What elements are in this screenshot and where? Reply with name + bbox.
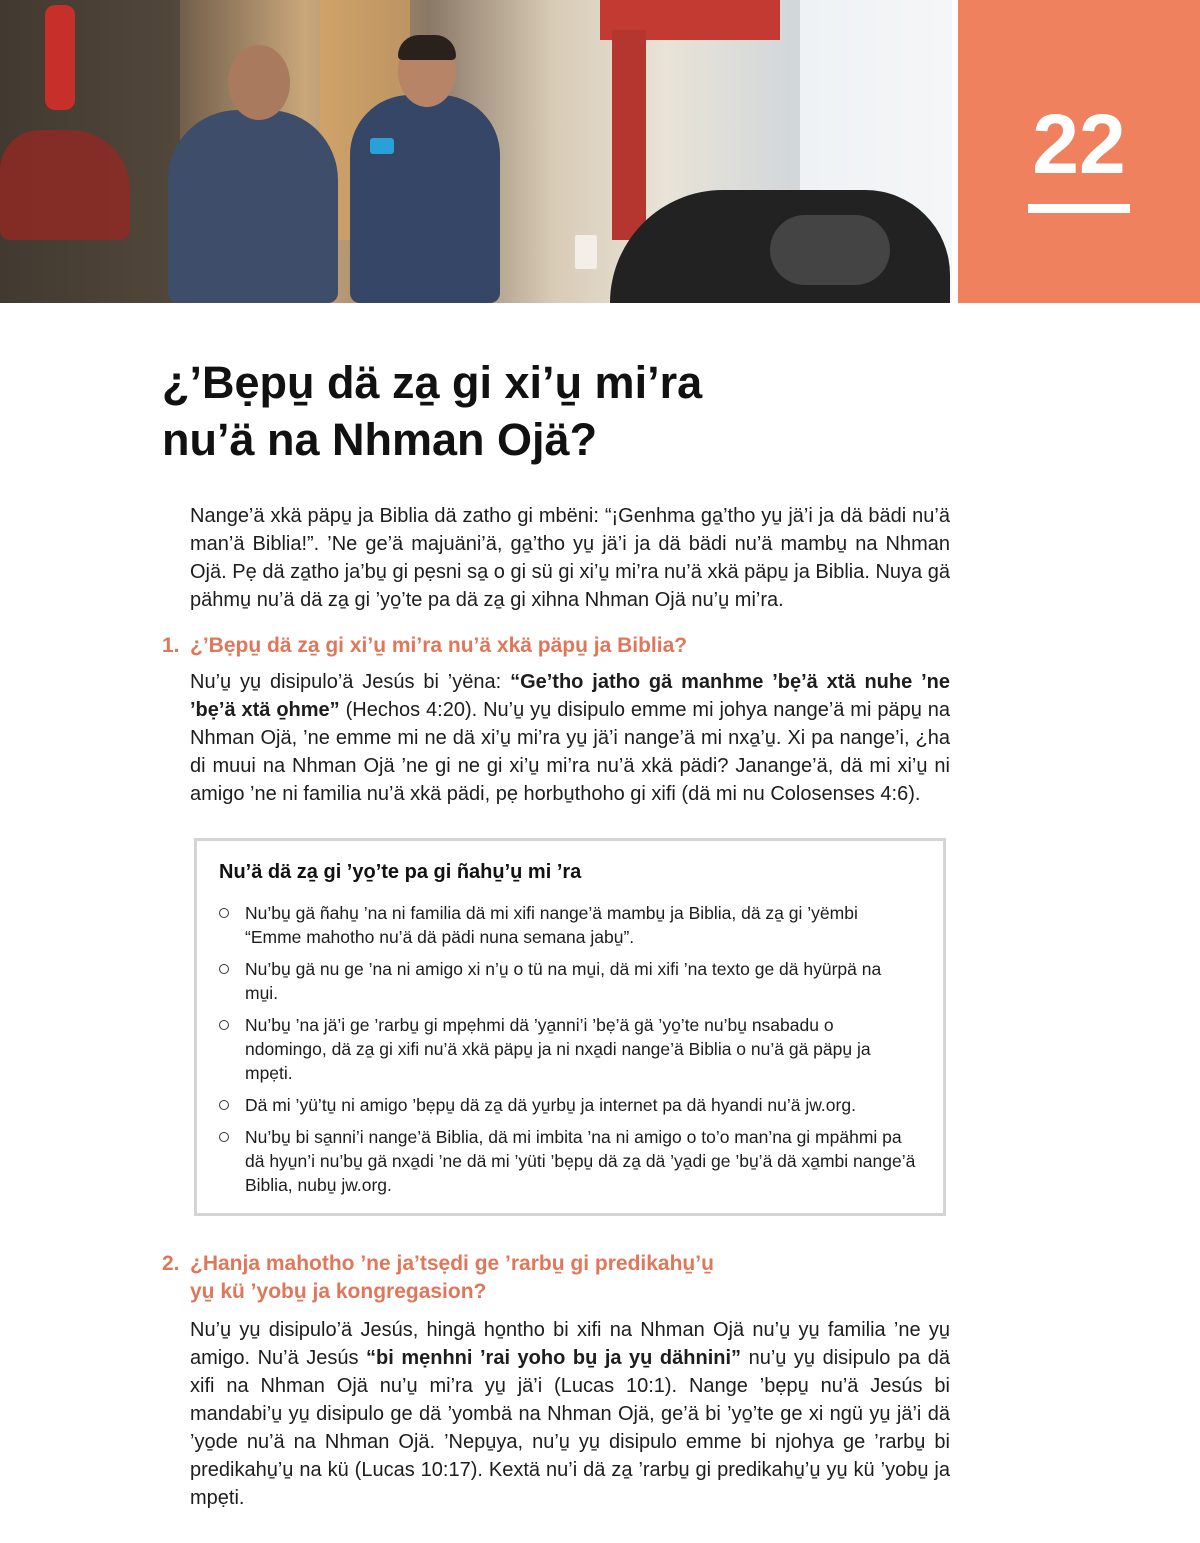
question-2 [162,1250,962,1306]
section-2-quote: “bi mẹnhni ’rai yoho bu̱ ja yu̱ dähnini” [366,1347,742,1369]
question-2-text-line-1: ¿Hanja mahotho ’ne ja’tsẹdi ge ’rarbu̱ gi predikahu̱’u̱ [190,1252,714,1275]
section-1-paragraph [190,668,950,808]
title-line-1: ¿’Bẹpu̱ dä za̱ gi xi’u̱ mi’ra [162,357,703,408]
question-2-text-line-2: yu̱ kü ’yobu̱ ja kongregasion? [190,1280,487,1303]
smartphone [370,138,394,154]
section-2-text-a: Nu’u̱ yu̱ disipulo’ä Jesús, hingä ho̱ntho bi xifi na Nhman Ojä nu’u̱ yu̱ familia ’ne yu̱ amigo. Nu’ä Jesús [190,1319,950,1369]
motorcycle-left [0,130,130,240]
question-1-number: 1. [162,634,180,657]
tips-list [219,901,919,1205]
chapter-badge [958,0,1200,303]
header-photo [0,0,952,303]
younger-man [350,95,500,303]
circle-bullet-icon [219,1020,229,1030]
circle-bullet-icon [219,1100,229,1110]
older-man-head [228,45,290,120]
title-line-2: nu’ä na Nhman Ojä? [162,414,598,465]
tip-item [219,1093,919,1117]
younger-man-hair [398,35,456,60]
circle-bullet-icon [219,964,229,974]
circle-bullet-icon [219,1132,229,1142]
tip-item [219,1013,919,1085]
tips-box-title: Nu’ä dä za̱ gi ’yo̱’te pa gi ñahu̱’u̱ mi ’ra [219,861,582,883]
page-title [162,354,1062,468]
tip-item [219,901,919,949]
section-2-paragraph [190,1316,950,1512]
tip-text: Nu’bu̱ bi sa̱nni’i nange’ä Biblia, dä mi imbita ’na ni amigo o to’o man’na gi mpähmi pa dä hyu̱n’i nu’bu̱ gä nxa̱di ’ne dä mi ’yüti ’bẹpu̱ dä za̱ dä ’ya̱di ge ’bu̱’ä dä xa̱mbi nange’ä Biblia, nubu̱ jw.org. [245,1127,916,1195]
tip-text: Nu’bu̱ gä nu ge ’na ni amigo xi n’u̱ o tü na mu̱i, dä mi xifi ’na texto ge dä hyürpä na mu̱i. [245,959,882,1003]
chapter-number: 22 [1032,97,1126,191]
section-1-text-a: Nu’u̱ yu̱ disipulo’ä Jesús bi ’yëna: [190,671,511,693]
motorcycle-tank [770,215,890,285]
tip-item [219,1125,919,1197]
coffee-cup [575,235,597,269]
section-1-text-b: (Hechos 4:20). Nu’u̱ yu̱ disipulo emme mi johya nange’ä mi päpu̱ na Nhman Ojä, ’ne emme mi ne dä xi’u̱ mi’ra yu̱ jä’i nange’ä mi nxa̱’u̱. Xi pa nange’i, ¿ha di muui na Nhman Ojä ’ne gi ne gi xi’u̱ mi’ra nu’ä xkä pädi? Janange’ä, dä mi xi’u̱ ni amigo ’ne ni familia nu’ä xkä pädi, pẹ horbu̱thoho gi xifi (dä mi nu Colosenses 4:6). [190,699,950,805]
chapter-underline [1028,204,1130,213]
tip-text: Nu’bu̱ gä ñahu̱ ’na ni familia dä mi xifi nange’ä mambu̱ ja Biblia, dä za̱ gi ’yëmbi “Emme mahotho nu’ä dä pädi nuna semana jabu̱”. [245,903,858,947]
question-1-text: ¿’Bẹpu̱ dä za̱ gi xi’u̱ mi’ra nu’ä xkä päpu̱ ja Biblia? [190,634,688,657]
older-man [168,110,338,303]
lift-post [612,30,646,240]
question-2-number: 2. [162,1252,180,1275]
section-2-text-b: nu’u̱ yu̱ disipulo pa dä xifi na Nhman Ojä nu’u̱ mi’ra yu̱ jä’i (Lucas 10:1). Nange ’bẹpu̱ nu’ä Jesús bi mandabi’u̱ yu̱ disipulo ge dä ’yombä na Nhman Ojä, ge’ä bi ’yo̱’te ge xi ngü yu̱ jä’i dä ’yo̱de nu’ä na Nhman Ojä. ’Nepu̱ya, nu’u̱ yu̱ disipulo emme bi njohya ge ’rarbu̱ bi predikahu̱’u̱ na kü (Lucas 10:17). Kextä nu’i dä za̱ ’rarbu̱ gi predikahu̱’u̱ yu̱ kü ’yobu̱ ja mpẹti. [190,1347,950,1509]
tip-text: Dä mi ’yü’tu̱ ni amigo ’bẹpu̱ dä za̱ dä yu̱rbu̱ ja internet pa dä hyandi nu’ä jw.org. [245,1095,856,1115]
tips-box [194,838,946,1216]
intro-paragraph: Nange’ä xkä päpu̱ ja Biblia dä zatho gi mbëni: “¡Genhma ga̱’tho yu̱ jä’i ja dä bädi nu’ä man’ä Biblia!”. ’Ne ge’ä majuäni’ä, ga̱’tho yu̱ jä’i ja dä bädi nu’ä mambu̱ na Nhman Ojä. Pẹ dä za̱tho ja’bu̱ gi pẹsni sa̱ o gi sü gi xi’u̱ mi’ra nu’ä xkä päpu̱ ja Biblia. Nuya gä pähmu̱ nu’ä dä za̱ gi ’yo̱’te pa dä za̱ gi xihna Nhman Ojä nu’u̱ mi’ra. [190,505,950,611]
tip-text: Nu’bu̱ ’na jä’i ge ’rarbu̱ gi mpẹhmi dä ’ya̱nni’i ’bẹ’ä gä ’yo̱’te nu’bu̱ nsabadu o ndomingo, dä za̱ gi xifi nu’ä xkä päpu̱ ja ni nxa̱di nange’ä Biblia o nu’ä gä päpu̱ ja mpẹti. [245,1015,871,1083]
tip-item [219,957,919,1005]
question-1 [162,632,962,660]
section-1-quote: “Ge’tho jatho gä manhme ’bẹ’ä xtä nuhe ’ne ’bẹ’ä xtä o̱hme” [190,671,950,721]
fire-extinguisher [45,5,75,110]
circle-bullet-icon [219,908,229,918]
